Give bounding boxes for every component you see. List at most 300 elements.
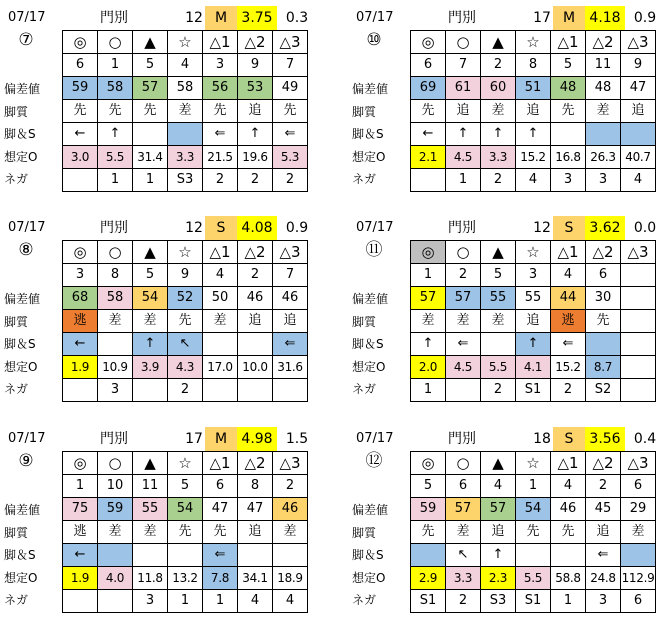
negative-cell: S1: [516, 590, 551, 613]
mark-cell: ◎: [411, 452, 446, 475]
leg-speed-cell: ↑: [98, 123, 133, 146]
running-style-cell: 追: [621, 100, 656, 123]
running-style-cell: 差: [481, 100, 516, 123]
horse-number-row: [411, 54, 656, 77]
deviation-cell: 47: [621, 77, 656, 100]
horse-number-cell: 2: [273, 475, 308, 498]
row-label: 脚質: [4, 314, 29, 329]
row-label: ネガ: [4, 593, 29, 607]
deviation-cell: 57: [133, 77, 168, 100]
running-style-cell: 逃: [63, 310, 98, 333]
deviation-cell: 57: [411, 287, 446, 310]
row-label: 想定O: [4, 359, 38, 374]
negative-cell: 2: [238, 169, 273, 192]
mark-cell: ◎: [63, 31, 98, 54]
horse-number-cell: 2: [586, 475, 621, 498]
running-style-cell: 差: [411, 310, 446, 333]
leg-speed-cell: [516, 544, 551, 567]
expected-odds-cell: 31.4: [133, 146, 168, 169]
mark-cell: ▲: [481, 31, 516, 54]
running-style-cell: 追: [238, 521, 273, 544]
running-style-cell: 先: [551, 521, 586, 544]
negative-cell: [133, 379, 168, 402]
race-panel: [348, 212, 668, 412]
race-panel: [0, 2, 320, 202]
race-date: 07/17: [356, 220, 394, 235]
mark-cell: △1: [551, 31, 586, 54]
leg-speed-cell: [133, 544, 168, 567]
leg-speed-cell: ↑: [446, 123, 481, 146]
pace-type: M: [205, 6, 237, 30]
index-value: 3.62: [585, 216, 625, 240]
row-label: 偏差値: [4, 82, 41, 96]
mark-row: [411, 452, 656, 475]
negative-cell: 1: [411, 379, 446, 402]
horse-number-cell: 1: [98, 54, 133, 77]
expected-odds-cell: 10.0: [238, 356, 273, 379]
running-style-cell: 先: [586, 310, 621, 333]
mark-cell: △1: [551, 452, 586, 475]
deviation-row: [63, 287, 308, 310]
expected-odds-row: [411, 567, 656, 590]
negative-cell: 2: [446, 590, 481, 613]
horse-number-cell: 4: [551, 475, 586, 498]
mark-cell: ◎: [63, 241, 98, 264]
running-style-cell: 差: [98, 521, 133, 544]
running-style-cell: 差: [446, 521, 481, 544]
venue: 門別: [100, 220, 128, 236]
running-style-cell: 先: [133, 100, 168, 123]
negative-cell: 1: [98, 169, 133, 192]
horse-number-cell: 4: [551, 264, 586, 287]
negative-row: [63, 590, 308, 613]
leg-speed-cell: [411, 544, 446, 567]
expected-odds-cell: 40.7: [621, 146, 656, 169]
row-label: 脚＆S: [4, 127, 36, 141]
prediction-table: [410, 240, 656, 402]
expected-odds-cell: 4.5: [446, 356, 481, 379]
row-label: ネガ: [352, 172, 377, 186]
negative-cell: [63, 379, 98, 402]
running-style-cell: 先: [411, 521, 446, 544]
horse-number-cell: 5: [168, 475, 203, 498]
horse-number-cell: 4: [203, 264, 238, 287]
prediction-table: [410, 30, 656, 192]
mark-cell: ▲: [481, 452, 516, 475]
running-style-cell: 追: [238, 310, 273, 333]
horse-number-cell: 8: [238, 475, 273, 498]
negative-cell: [273, 379, 308, 402]
expected-odds-cell: 18.9: [273, 567, 308, 590]
row-label: 脚＆S: [4, 337, 36, 351]
expected-odds-cell: 31.6: [273, 356, 308, 379]
deviation-cell: 48: [551, 77, 586, 100]
leg-speed-cell: ↑: [481, 123, 516, 146]
prediction-table: [62, 451, 308, 613]
venue: 門別: [448, 10, 476, 26]
expected-odds-row: [411, 356, 656, 379]
horse-number-cell: 9: [621, 54, 656, 77]
leg-speed-cell: ⇐: [586, 544, 621, 567]
pace-type: S: [205, 216, 237, 240]
running-style-cell: 追: [516, 310, 551, 333]
negative-cell: 4: [273, 590, 308, 613]
running-style-cell: 逃: [63, 521, 98, 544]
expected-odds-cell: 1.9: [63, 356, 98, 379]
deviation-cell: 59: [63, 77, 98, 100]
deviation-cell: 46: [273, 498, 308, 521]
horse-number-cell: 5: [133, 54, 168, 77]
horse-number-cell: 3: [516, 264, 551, 287]
running-style-cell: 差: [133, 521, 168, 544]
leg-speed-cell: ⇐: [446, 333, 481, 356]
mark-cell: △2: [238, 452, 273, 475]
expected-odds-cell: 34.1: [238, 567, 273, 590]
mark-cell: ○: [446, 31, 481, 54]
leg-speed-cell: [168, 123, 203, 146]
index-diff: 0.0: [633, 220, 657, 236]
negative-cell: 1: [551, 590, 586, 613]
expected-odds-cell: 5.5: [481, 356, 516, 379]
deviation-cell: 59: [411, 498, 446, 521]
row-label: 想定O: [4, 570, 38, 585]
expected-odds-cell: 15.2: [516, 146, 551, 169]
row-label: ネガ: [4, 172, 29, 186]
mark-cell: △2: [586, 452, 621, 475]
row-label: 脚質: [352, 104, 377, 119]
deviation-cell: 54: [168, 498, 203, 521]
expected-odds-cell: 2.3: [481, 567, 516, 590]
expected-odds-cell: 2.0: [411, 356, 446, 379]
horse-number-cell: 6: [621, 475, 656, 498]
horse-number-row: [63, 54, 308, 77]
row-label: 想定O: [352, 149, 386, 164]
expected-odds-cell: 15.2: [551, 356, 586, 379]
leg-speed-cell: ↑: [481, 544, 516, 567]
negative-cell: 1: [203, 590, 238, 613]
mark-cell: ☆: [168, 31, 203, 54]
running-style-cell: 先: [98, 100, 133, 123]
horse-number-cell: 5: [481, 264, 516, 287]
deviation-row: [411, 287, 656, 310]
mark-cell: ☆: [516, 31, 551, 54]
leg-speed-cell: [551, 544, 586, 567]
negative-cell: S3: [168, 169, 203, 192]
deviation-cell: 61: [446, 77, 481, 100]
deviation-cell: 45: [586, 498, 621, 521]
panel-header: [0, 216, 320, 240]
mark-row: [411, 31, 656, 54]
index-value: 4.08: [237, 216, 277, 240]
mark-cell: △3: [273, 31, 308, 54]
negative-cell: S1: [516, 379, 551, 402]
negative-cell: 2: [168, 379, 203, 402]
row-label: 脚質: [352, 525, 377, 540]
running-style-cell: 差: [203, 310, 238, 333]
deviation-cell: 55: [516, 287, 551, 310]
expected-odds-cell: 5.5: [516, 567, 551, 590]
expected-odds-cell: 3.9: [133, 356, 168, 379]
horse-number-cell: 2: [481, 54, 516, 77]
mark-cell: ◎: [411, 241, 446, 264]
expected-odds-cell: 11.8: [133, 567, 168, 590]
prediction-table: [62, 30, 308, 192]
row-label: 偏差値: [4, 292, 41, 306]
mark-cell: △2: [238, 31, 273, 54]
negative-cell: S2: [586, 379, 621, 402]
leg-speed-cell: [98, 544, 133, 567]
expected-odds-cell: 1.9: [63, 567, 98, 590]
horse-number-cell: 3: [63, 264, 98, 287]
running-style-cell: 逃: [551, 310, 586, 333]
leg-speed-cell: ⇐: [203, 544, 238, 567]
mark-cell: △2: [238, 241, 273, 264]
leg-speed-cell: ↑: [411, 333, 446, 356]
leg-speed-cell: [168, 544, 203, 567]
mark-cell: △3: [621, 31, 656, 54]
mark-cell: ◎: [411, 31, 446, 54]
leg-speed-cell: ←: [411, 123, 446, 146]
expected-odds-cell: 26.3: [586, 146, 621, 169]
leg-speed-cell: [586, 333, 621, 356]
index-value: 4.98: [237, 427, 277, 451]
horse-number-cell: 11: [586, 54, 621, 77]
mark-cell: ◎: [63, 452, 98, 475]
running-style-cell: 先: [168, 310, 203, 333]
mark-cell: ▲: [481, 241, 516, 264]
negative-cell: [446, 379, 481, 402]
negative-cell: [98, 590, 133, 613]
index-value: 3.56: [585, 427, 625, 451]
expected-odds-cell: 13.2: [168, 567, 203, 590]
mark-cell: ▲: [133, 241, 168, 264]
venue: 門別: [100, 431, 128, 447]
negative-cell: S1: [411, 590, 446, 613]
running-style-cell: 差: [586, 100, 621, 123]
deviation-cell: 55: [133, 498, 168, 521]
expected-odds-row: [63, 356, 308, 379]
deviation-cell: 46: [273, 287, 308, 310]
mark-cell: △3: [273, 452, 308, 475]
negative-cell: 2: [203, 169, 238, 192]
pace-type: M: [205, 427, 237, 451]
leg-speed-cell: ↖: [168, 333, 203, 356]
running-style-row: [411, 521, 656, 544]
negative-cell: 3: [586, 169, 621, 192]
horse-number-cell: 11: [133, 475, 168, 498]
row-label: 脚＆S: [4, 548, 36, 562]
running-style-cell: 差: [273, 521, 308, 544]
prediction-table: [62, 240, 308, 402]
running-style-row: [411, 100, 656, 123]
deviation-cell: 54: [516, 498, 551, 521]
negative-row: [63, 169, 308, 192]
running-style-cell: 追: [586, 521, 621, 544]
row-label: 脚質: [4, 525, 29, 540]
race-panel: [0, 423, 320, 623]
mark-cell: ☆: [168, 241, 203, 264]
row-label: 偏差値: [352, 503, 389, 517]
negative-cell: 1: [168, 590, 203, 613]
horse-number-cell: 5: [551, 54, 586, 77]
leg-speed-cell: [273, 544, 308, 567]
race-date: 07/17: [356, 10, 394, 25]
deviation-cell: 58: [98, 287, 133, 310]
expected-odds-cell: 3.3: [481, 146, 516, 169]
running-style-cell: 先: [203, 100, 238, 123]
negative-cell: 3: [98, 379, 133, 402]
deviation-row: [63, 77, 308, 100]
leg-speed-cell: ↑: [238, 123, 273, 146]
mark-cell: ○: [98, 452, 133, 475]
field-size: 12: [185, 10, 203, 26]
field-size: 17: [533, 10, 551, 26]
deviation-cell: 60: [481, 77, 516, 100]
expected-odds-cell: [621, 356, 656, 379]
negative-cell: 3: [551, 169, 586, 192]
deviation-cell: 58: [98, 77, 133, 100]
mark-cell: △2: [586, 31, 621, 54]
row-label: 脚質: [352, 314, 377, 329]
negative-row: [411, 379, 656, 402]
mark-cell: △1: [203, 31, 238, 54]
race-date: 07/17: [8, 431, 46, 446]
negative-cell: [411, 169, 446, 192]
race-panel: [0, 212, 320, 412]
leg-speed-row: [63, 333, 308, 356]
row-label: ネガ: [352, 593, 377, 607]
row-label: 想定O: [352, 359, 386, 374]
deviation-cell: 30: [586, 287, 621, 310]
leg-speed-cell: ←: [63, 333, 98, 356]
field-size: 18: [533, 431, 551, 447]
leg-speed-cell: ⇐: [273, 333, 308, 356]
leg-speed-cell: ⇐: [551, 333, 586, 356]
race-number: ⑪: [365, 240, 383, 260]
row-label: 偏差値: [4, 503, 41, 517]
leg-speed-cell: ⇐: [203, 123, 238, 146]
mark-cell: ○: [98, 31, 133, 54]
negative-cell: 4: [238, 590, 273, 613]
horse-number-cell: 8: [516, 54, 551, 77]
expected-odds-cell: 24.8: [586, 567, 621, 590]
negative-cell: 1: [133, 169, 168, 192]
panel-header: [348, 427, 668, 451]
mark-cell: △1: [551, 241, 586, 264]
race-number: ⑧: [18, 240, 34, 260]
leg-speed-cell: ↑: [516, 333, 551, 356]
venue: 門別: [448, 220, 476, 236]
deviation-cell: 48: [586, 77, 621, 100]
negative-row: [411, 169, 656, 192]
expected-odds-cell: 8.7: [586, 356, 621, 379]
running-style-row: [411, 310, 656, 333]
leg-speed-cell: [238, 333, 273, 356]
running-style-row: [63, 310, 308, 333]
running-style-cell: 差: [98, 310, 133, 333]
race-date: 07/17: [356, 431, 394, 446]
field-size: 12: [185, 220, 203, 236]
deviation-cell: 68: [63, 287, 98, 310]
race-number: ⑨: [18, 451, 34, 471]
venue: 門別: [448, 431, 476, 447]
horse-number-cell: 7: [446, 54, 481, 77]
negative-row: [63, 379, 308, 402]
mark-cell: ▲: [133, 452, 168, 475]
running-style-cell: 先: [273, 100, 308, 123]
pace-type: M: [553, 6, 585, 30]
running-style-cell: 差: [133, 310, 168, 333]
running-style-cell: 追: [238, 100, 273, 123]
leg-speed-row: [411, 123, 656, 146]
horse-number-cell: 3: [203, 54, 238, 77]
mark-row: [63, 241, 308, 264]
leg-speed-cell: [133, 123, 168, 146]
negative-cell: 2: [481, 379, 516, 402]
running-style-cell: 追: [481, 521, 516, 544]
horse-number-cell: 9: [238, 54, 273, 77]
running-style-cell: 先: [168, 521, 203, 544]
deviation-cell: [621, 287, 656, 310]
mark-row: [411, 241, 656, 264]
negative-row: [411, 590, 656, 613]
horse-number-cell: 6: [411, 54, 446, 77]
pace-type: S: [553, 216, 585, 240]
index-diff: 1.5: [285, 431, 309, 447]
mark-cell: △3: [273, 241, 308, 264]
deviation-cell: 57: [446, 498, 481, 521]
expected-odds-cell: 17.0: [203, 356, 238, 379]
deviation-cell: 54: [133, 287, 168, 310]
leg-speed-cell: ⇐: [273, 123, 308, 146]
deviation-cell: 57: [446, 287, 481, 310]
index-diff: 0.4: [633, 431, 657, 447]
deviation-cell: 47: [238, 498, 273, 521]
pace-type: S: [553, 427, 585, 451]
mark-cell: △3: [621, 241, 656, 264]
running-style-cell: 先: [516, 521, 551, 544]
negative-cell: 4: [516, 169, 551, 192]
negative-cell: 3: [133, 590, 168, 613]
deviation-cell: 57: [481, 498, 516, 521]
deviation-cell: 52: [168, 287, 203, 310]
mark-cell: ○: [446, 452, 481, 475]
running-style-cell: 先: [411, 100, 446, 123]
deviation-cell: 47: [203, 498, 238, 521]
horse-number-cell: 7: [273, 264, 308, 287]
mark-row: [63, 452, 308, 475]
mark-cell: ○: [98, 241, 133, 264]
negative-cell: 6: [621, 590, 656, 613]
deviation-cell: 75: [63, 498, 98, 521]
expected-odds-cell: 4.3: [168, 356, 203, 379]
expected-odds-cell: 2.1: [411, 146, 446, 169]
deviation-cell: 44: [551, 287, 586, 310]
deviation-cell: 46: [551, 498, 586, 521]
leg-speed-row: [63, 544, 308, 567]
horse-number-cell: 5: [133, 264, 168, 287]
row-label: 脚＆S: [352, 337, 384, 351]
row-label: 想定O: [352, 570, 386, 585]
horse-number-row: [63, 475, 308, 498]
running-style-cell: 追: [516, 100, 551, 123]
leg-speed-cell: [551, 123, 586, 146]
leg-speed-row: [411, 544, 656, 567]
race-number: ⑦: [18, 30, 34, 50]
leg-speed-cell: ←: [63, 123, 98, 146]
negative-cell: [203, 379, 238, 402]
expected-odds-cell: 2.9: [411, 567, 446, 590]
